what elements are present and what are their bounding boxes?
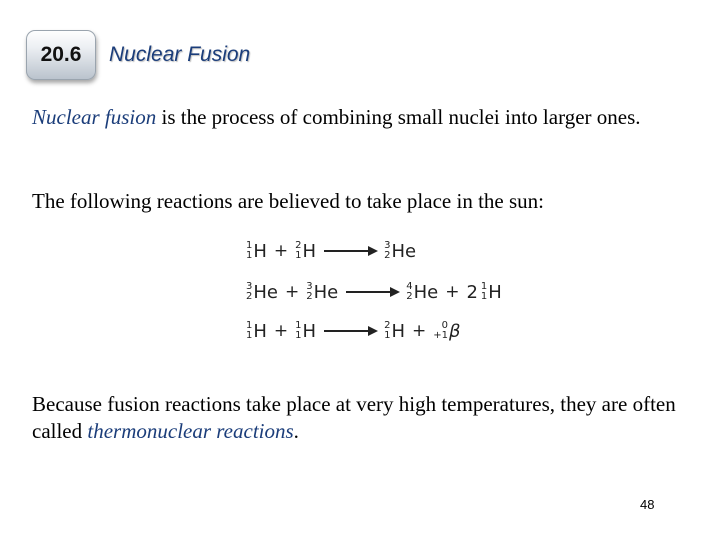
- mass-number: 1: [480, 281, 488, 292]
- atomic-number: 1: [246, 250, 253, 261]
- atomic-number: +1: [433, 330, 449, 341]
- reaction-arrow-icon: [324, 330, 376, 332]
- atomic-number: 2: [384, 250, 391, 261]
- atomic-number: 2: [306, 291, 313, 302]
- nuclide: [406, 282, 438, 303]
- mass-number: 3: [246, 281, 253, 292]
- nuclide: [246, 282, 278, 303]
- nuclide: [295, 321, 316, 342]
- element-symbol: H: [302, 240, 317, 262]
- element-symbol: He: [253, 281, 278, 303]
- nuclide: [246, 321, 267, 342]
- mass-number: 1: [246, 240, 253, 251]
- fusion-equation-2: [246, 277, 526, 307]
- atomic-number: 2: [246, 291, 253, 302]
- element-symbol: He: [391, 240, 417, 262]
- atomic-number: 1: [295, 330, 302, 341]
- element-symbol: β: [449, 320, 461, 342]
- mass-number: 3: [384, 240, 391, 251]
- atomic-number: 1: [480, 291, 488, 302]
- nuclide: [295, 241, 316, 262]
- mass-number: 2: [384, 320, 391, 331]
- nuclide: [306, 282, 338, 303]
- mass-number: 1: [246, 320, 253, 331]
- definition-paragraph: [32, 104, 692, 131]
- element-symbol: He: [413, 281, 439, 303]
- element-symbol: H: [391, 320, 406, 342]
- mass-number: 4: [406, 281, 413, 292]
- page-title: Nuclear Fusion: [109, 43, 251, 66]
- key-term-nuclear-fusion: Nuclear fusion: [32, 105, 157, 129]
- atomic-number: 1: [246, 330, 253, 341]
- plus-sign: +: [445, 282, 460, 302]
- element-symbol: H: [302, 320, 317, 342]
- mass-number: 3: [306, 281, 313, 292]
- paragraph-end: .: [293, 419, 299, 443]
- section-number: 20.6: [40, 43, 82, 66]
- nuclide: [246, 241, 267, 262]
- atomic-number: 1: [384, 330, 391, 341]
- element-symbol: H: [488, 281, 502, 303]
- plus-sign: +: [273, 321, 289, 341]
- nuclide: [384, 241, 416, 262]
- definition-text: is the process of combining small nuclei into larger ones.: [156, 105, 641, 129]
- element-symbol: He: [313, 281, 339, 303]
- atomic-number: 2: [406, 291, 413, 302]
- nuclide: [433, 321, 460, 342]
- reaction-arrow-icon: [324, 250, 376, 252]
- plus-sign: +: [273, 241, 289, 261]
- key-term-thermonuclear: thermonuclear reactions: [87, 419, 294, 443]
- coefficient: 2: [466, 281, 478, 303]
- fusion-equation-1: [246, 236, 526, 266]
- paragraph-text: Because fusion reactions take place at very high temperatures, they are often called: [32, 392, 676, 443]
- nuclide: [481, 282, 502, 303]
- thermonuclear-paragraph: [32, 391, 692, 445]
- section-number-badge: [26, 30, 96, 80]
- reaction-arrow-icon: [346, 291, 398, 293]
- fusion-equation-3: [246, 316, 526, 346]
- mass-number: 2: [295, 240, 302, 251]
- element-symbol: H: [253, 240, 267, 262]
- page-number: 48: [640, 497, 655, 512]
- plus-sign: +: [412, 321, 427, 341]
- mass-number: 1: [295, 320, 302, 331]
- nuclide: [384, 321, 405, 342]
- plus-sign: +: [284, 282, 300, 302]
- element-symbol: H: [253, 320, 267, 342]
- mass-number: 0: [441, 320, 449, 331]
- atomic-number: 1: [295, 250, 302, 261]
- reactions-intro: The following reactions are believed to take place in the sun:: [32, 189, 544, 213]
